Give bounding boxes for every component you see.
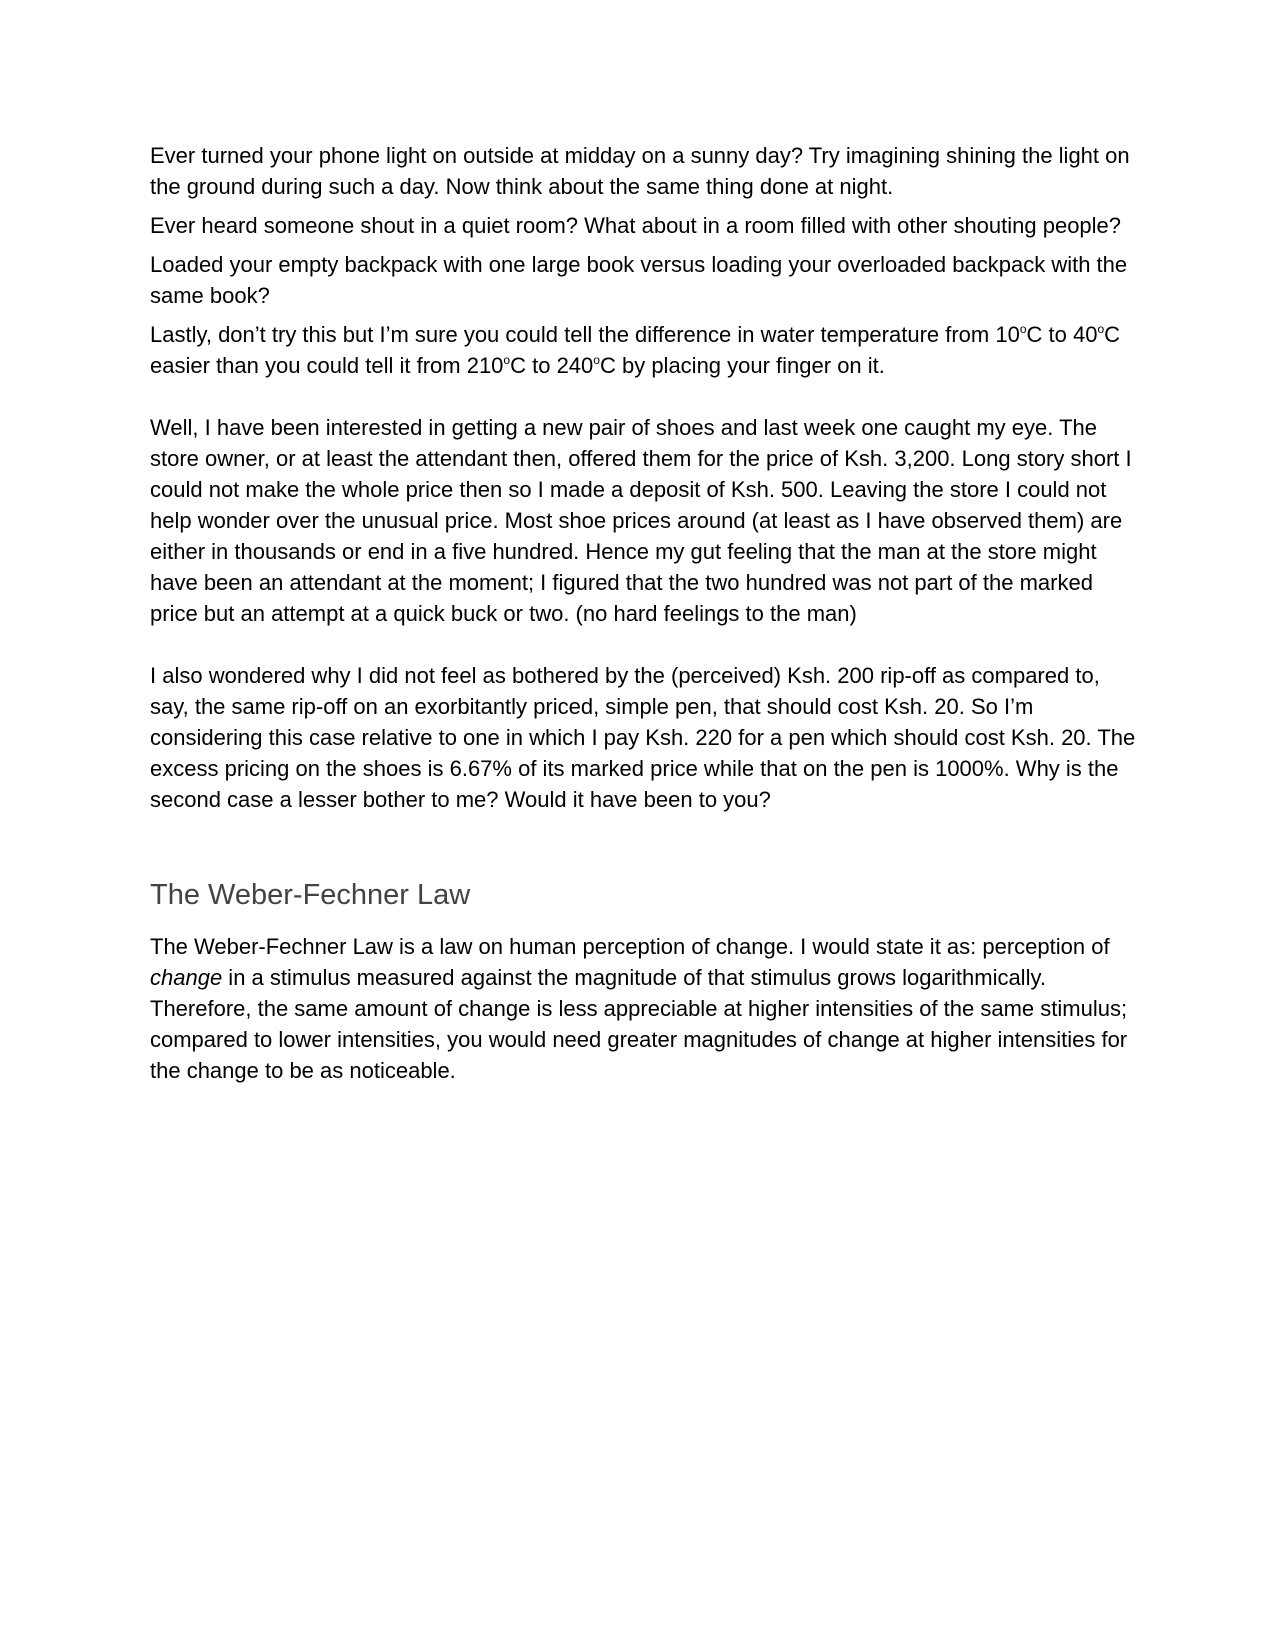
paragraph-water-temperature xyxy=(150,319,1140,381)
degree-symbol: o xyxy=(593,353,600,367)
emphasis-text: change xyxy=(150,965,223,990)
degree-symbol: o xyxy=(1097,322,1105,336)
text-run: Lastly, don’t try this but I’m sure you could tell the difference in water temperature from 10 xyxy=(150,322,1020,347)
paragraph-weber-fechner-definition xyxy=(150,931,1140,1086)
blank-line xyxy=(150,815,1140,875)
paragraph-phone-light: Ever turned your phone light on outside at midday on a sunny day? Try imagining shining the light on the ground during such a day. Now think about the same thing done at night. xyxy=(150,143,1130,199)
degree-symbol: o xyxy=(1019,322,1027,336)
paragraph-shouting: Ever heard someone shout in a quiet room? What about in a room filled with other shouting people? xyxy=(150,213,1122,238)
text-run: C to 240 xyxy=(510,353,594,378)
paragraph-backpack: Loaded your empty backpack with one large book versus loading your overloaded backpack with the same book? xyxy=(150,252,1128,308)
text-run: The Weber-Fechner Law is a law on human perception of change. I would state it as: perception of xyxy=(150,934,1110,959)
blank-line xyxy=(150,629,1140,660)
paragraph-rip-off-comparison: I also wondered why I did not feel as bothered by the (perceived) Ksh. 200 rip-off as compared to, say, the same rip-off on an exorbitantly priced, simple pen, that should cost Ksh. 20. So I’m considering this case relative to one in which I pay Ksh. 220 for a pen which should cost Ksh. 20. The excess pricing on the shoes is 6.67% of its marked price while that on the pen is 1000%. Why is the second case a lesser bother to me? Would it have been to you? xyxy=(150,663,1136,812)
text-run: C easier than you could tell it from 210 xyxy=(150,322,1121,378)
text-run: in a stimulus measured against the magnitude of that stimulus grows logarithmically. Therefore, the same amount of change is less appreciable at higher intensities of the same stimulus; compared to lower intensities, you would need greater magnitudes of change at higher intensities for the change to be as noticeable. xyxy=(150,965,1128,1083)
paragraph-shoes-story: Well, I have been interested in getting a new pair of shoes and last week one caught my eye. The store owner, or at least the attendant then, offered them for the price of Ksh. 3,200. Long story short I could not make the whole price then so I made a deposit of Ksh. 500. Leaving the store I could not help wonder over the unusual price. Most shoe prices around (at least as I have observed them) are either in thousands or end in a five hundred. Hence my gut feeling that the man at the store might have been an attendant at the moment; I figured that the two hundred was not part of the marked price but an attempt at a quick buck or two. (no hard feelings to the man) xyxy=(150,415,1132,626)
blank-line xyxy=(150,381,1140,412)
section-heading: The Weber-Fechner Law xyxy=(150,879,471,911)
text-run: C to 40 xyxy=(1026,322,1098,347)
degree-symbol: o xyxy=(503,353,511,367)
text-run: C by placing your finger on it. xyxy=(599,353,885,378)
document-body xyxy=(150,140,1140,1086)
